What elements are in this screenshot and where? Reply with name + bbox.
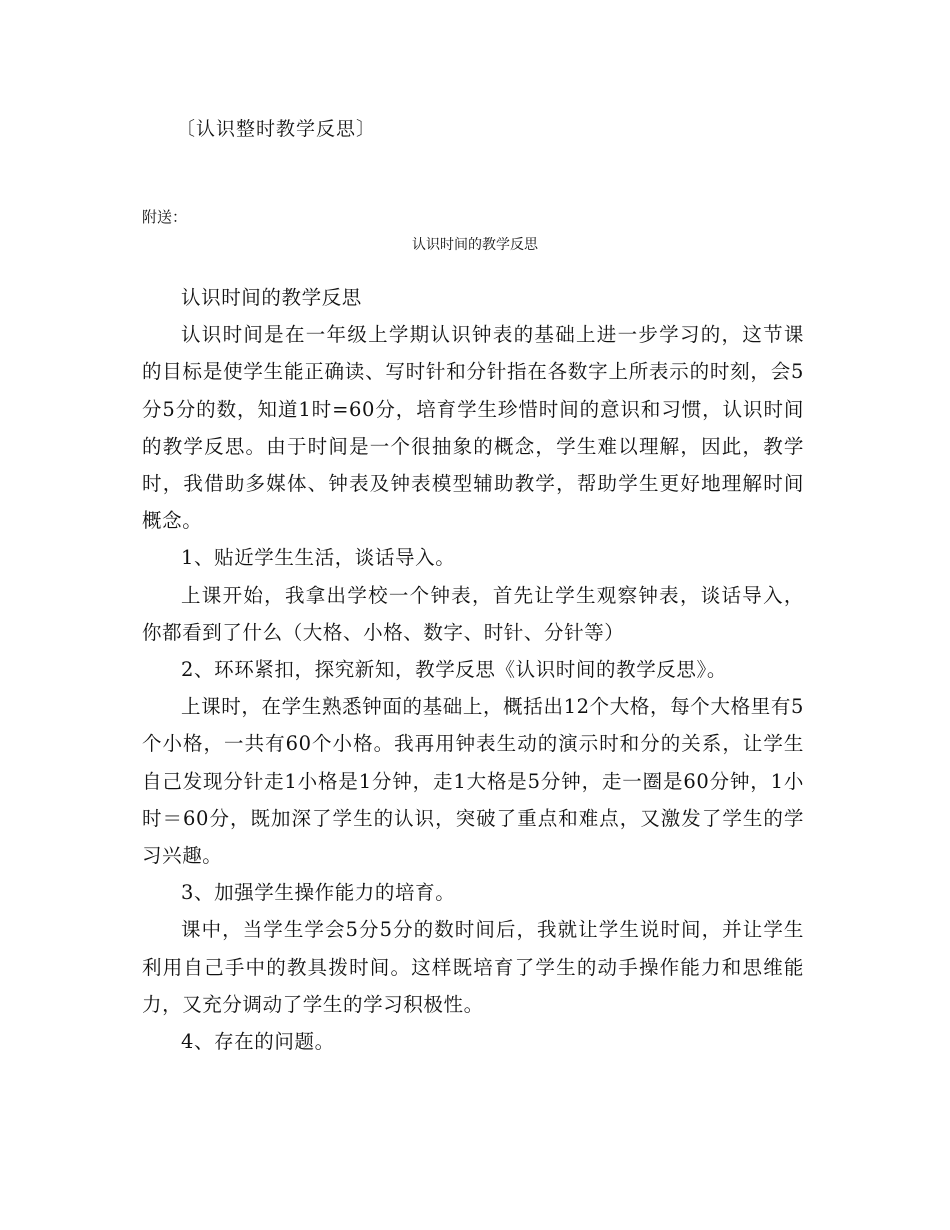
section-heading: 认识时间的教学反思 bbox=[181, 286, 362, 309]
point-heading-1: 1、贴近学生生活，谈话导入。 bbox=[181, 546, 456, 570]
point-paragraph-2: 上课时，在学生熟悉钟面的基础上，概括出12个大格，每个大格里有5个小格，一共有60个小格。我再用钟表生动的演示时和分的关系，让学生自己发现分针走1小格是1分钟，走1大格是5分钟，走一圈是60分钟，1小时＝60分，既加深了学生的认识，突破了重点和难点，又激发了学生的学习兴趣。 bbox=[142, 695, 804, 868]
point-paragraph-1: 上课开始，我拿出学校一个钟表，首先让学生观察钟表，谈话导入，你都看到了什么（大格、小格、数字、时针、分针等） bbox=[142, 583, 804, 644]
appendix-title: 认识时间的教学反思 bbox=[412, 237, 538, 253]
point-heading-3: 3、加强学生操作能力的培育。 bbox=[181, 881, 456, 905]
document-title: 〔认识整时教学反思〕 bbox=[176, 118, 377, 140]
appendix-label: 附送： bbox=[142, 208, 188, 226]
document-body bbox=[142, 279, 804, 1060]
point-heading-4: 4、存在的问题。 bbox=[181, 1030, 335, 1054]
intro-paragraph: 认识时间是在一年级上学期认识钟表的基础上进一步学习的，这节课的目标是使学生能正确读、写时针和分针指在各数字上所表示的时刻，会5分5分的数，知道1时=60分，培育学生珍惜时间的意识和习惯，认识时间的教学反思。由于时间是一个很抽象的概念，学生难以理解，因此，教学时，我借助多媒体、钟表及钟表模型辅助教学，帮助学生更好地理解时间概念。 bbox=[142, 323, 804, 533]
point-paragraph-3: 课中，当学生学会5分5分的数时间后，我就让学生说时间，并让学生利用自己手中的教具拨时间。这样既培育了学生的动手操作能力和思维能力，又充分调动了学生的学习积极性。 bbox=[142, 918, 804, 1016]
point-heading-2: 2、环环紧扣，探究新知，教学反思《认识时间的教学反思》。 bbox=[181, 658, 727, 682]
